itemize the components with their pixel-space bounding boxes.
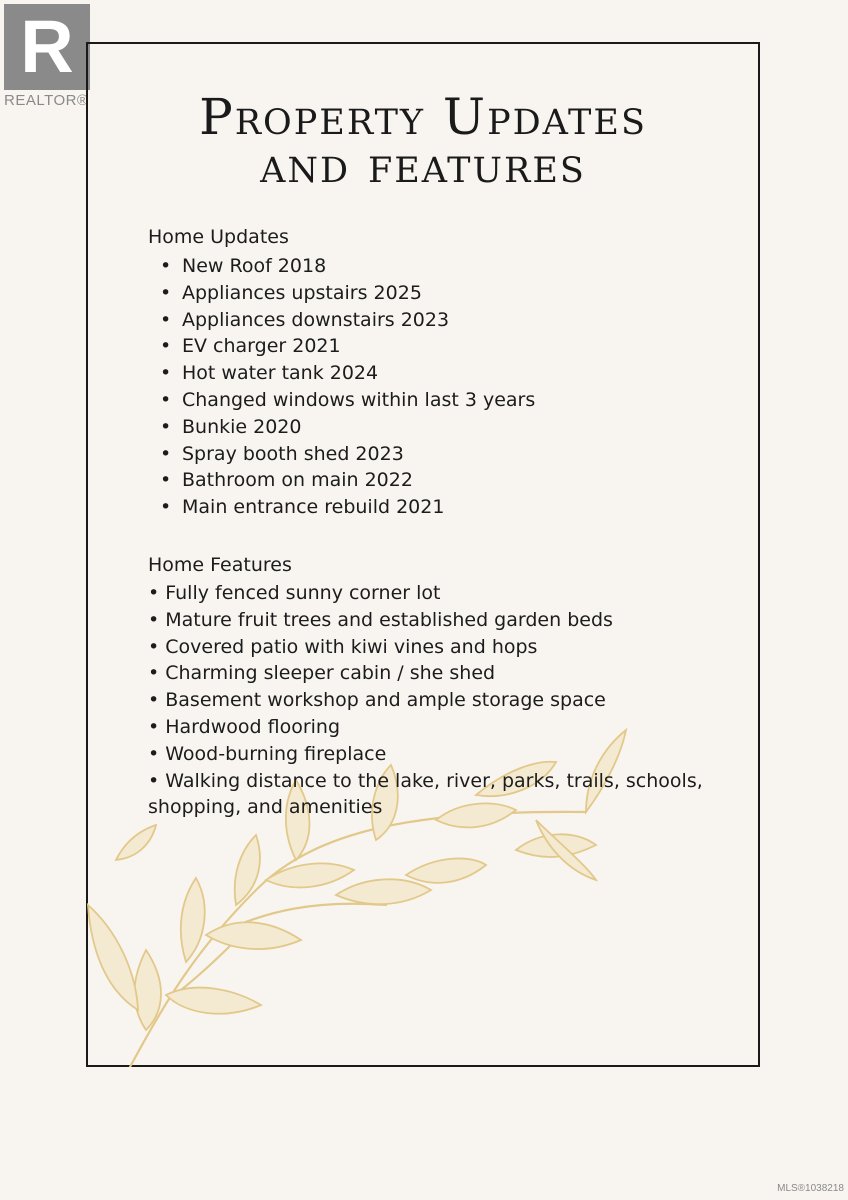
list-item: • Appliances downstairs 2023 <box>148 307 535 334</box>
list-item: • Bunkie 2020 <box>148 414 535 441</box>
list-item: • EV charger 2021 <box>148 333 535 360</box>
home-features-list <box>148 580 708 821</box>
list-item: • Charming sleeper cabin / she shed <box>148 662 496 685</box>
mls-number: MLS®1038218 <box>777 1183 844 1194</box>
list-item: • Hardwood flooring <box>148 715 341 738</box>
list-item: • Hot water tank 2024 <box>148 360 535 387</box>
home-updates-heading: Home Updates <box>148 226 289 248</box>
realtor-r-icon: R <box>4 4 90 90</box>
list-item: • Appliances upstairs 2025 <box>148 280 535 307</box>
list-item: • Walking distance to the lake, river, parks, trails, schools, shopping, and amenities <box>148 769 703 819</box>
home-features-heading: Home Features <box>148 554 292 576</box>
list-item: • Bathroom on main 2022 <box>148 467 535 494</box>
list-item: • Spray booth shed 2023 <box>148 441 535 468</box>
realtor-wordmark: REALTOR® <box>4 92 89 109</box>
list-item: • New Roof 2018 <box>148 253 535 280</box>
list-item: • Wood-burning fireplace <box>148 742 387 765</box>
list-item: • Covered patio with kiwi vines and hops <box>148 635 538 658</box>
home-updates-list <box>148 253 535 521</box>
list-item: • Changed windows within last 3 years <box>148 387 535 414</box>
realtor-logo <box>0 0 100 112</box>
list-item: • Basement workshop and ample storage space <box>148 689 606 712</box>
list-item: • Main entrance rebuild 2021 <box>148 494 535 521</box>
page-title-line-1: Property Updates <box>199 88 647 146</box>
page-title-line-2: and features <box>260 136 586 194</box>
list-item: • Fully fenced sunny corner lot <box>148 582 441 604</box>
list-item: • Mature fruit trees and established garden beds <box>148 608 613 631</box>
